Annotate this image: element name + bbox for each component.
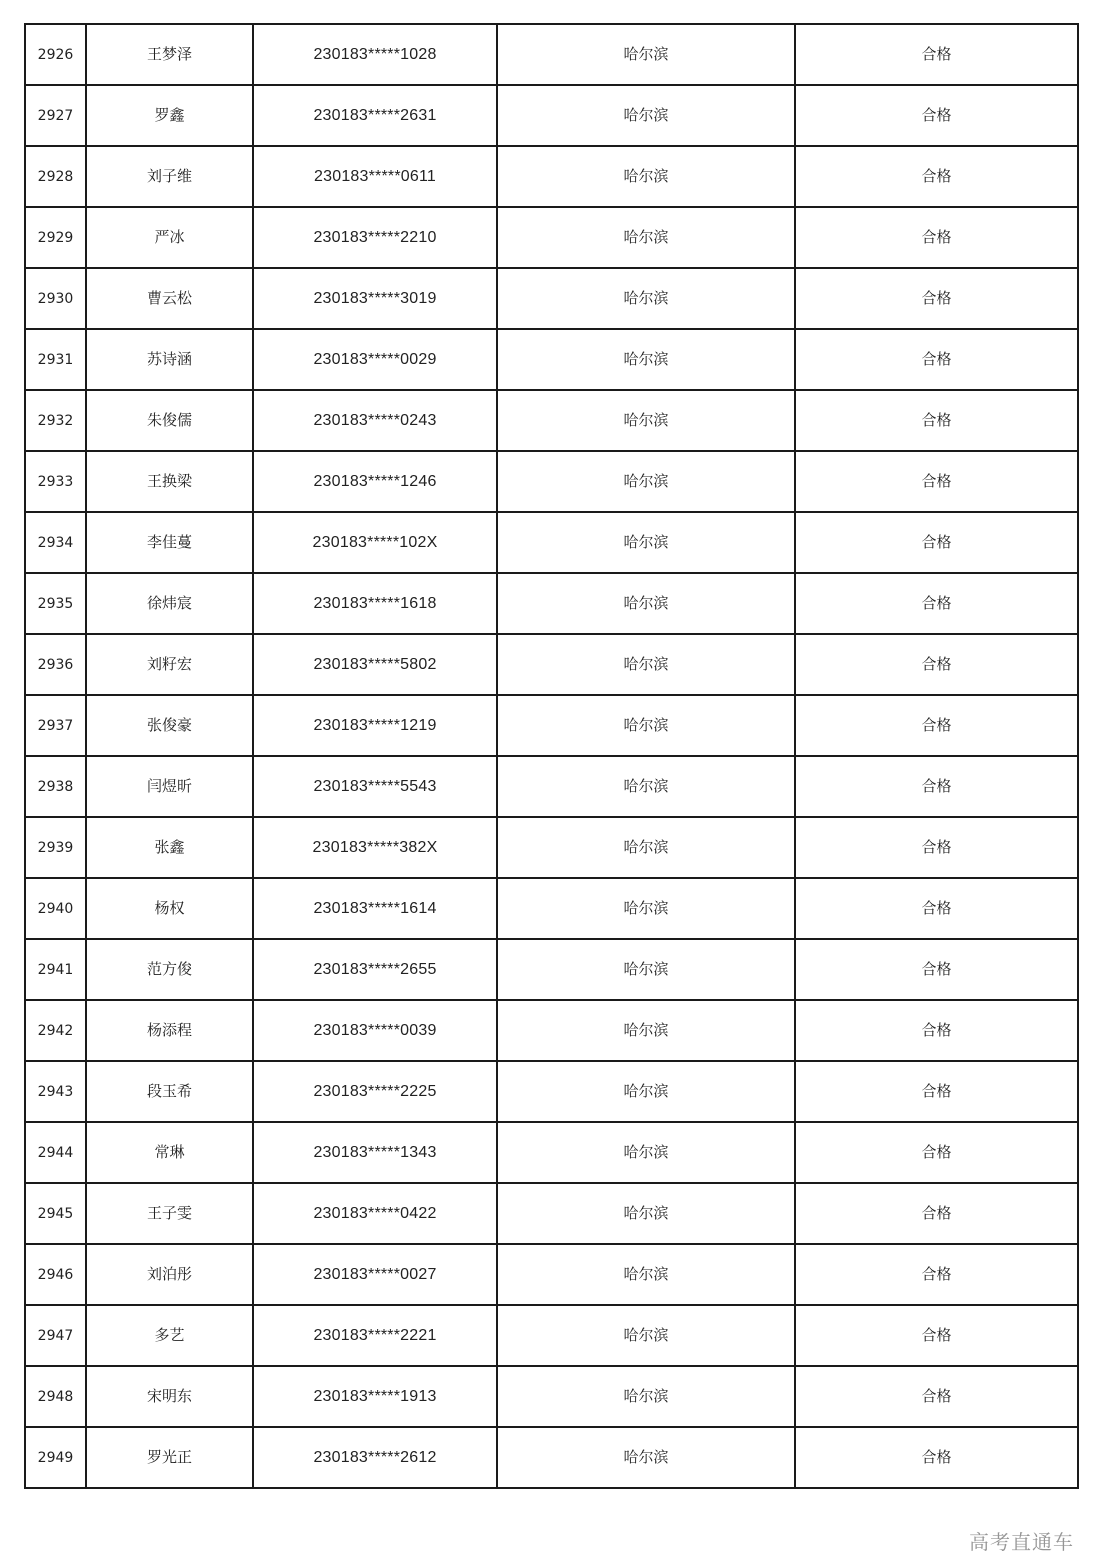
table-row bbox=[25, 1366, 1078, 1427]
serial-number-cell: 2931 bbox=[25, 329, 86, 390]
name-cell: 常琳 bbox=[86, 1122, 253, 1183]
name-cell: 王梦泽 bbox=[86, 24, 253, 85]
table-body bbox=[25, 24, 1078, 1488]
table-row bbox=[25, 390, 1078, 451]
serial-number-cell: 2948 bbox=[25, 1366, 86, 1427]
city-cell: 哈尔滨 bbox=[497, 1427, 795, 1488]
name-cell: 王子雯 bbox=[86, 1183, 253, 1244]
serial-number-cell: 2941 bbox=[25, 939, 86, 1000]
city-cell: 哈尔滨 bbox=[497, 695, 795, 756]
serial-number-cell: 2947 bbox=[25, 1305, 86, 1366]
serial-number-cell: 2928 bbox=[25, 146, 86, 207]
id-number-cell: 230183*****0422 bbox=[253, 1183, 497, 1244]
serial-number-cell: 2926 bbox=[25, 24, 86, 85]
id-number-cell: 230183*****2221 bbox=[253, 1305, 497, 1366]
table-row bbox=[25, 939, 1078, 1000]
table-row bbox=[25, 1183, 1078, 1244]
result-cell: 合格 bbox=[795, 1305, 1078, 1366]
result-cell: 合格 bbox=[795, 512, 1078, 573]
result-cell: 合格 bbox=[795, 390, 1078, 451]
name-cell: 罗光正 bbox=[86, 1427, 253, 1488]
watermark-text: 高考直通车 bbox=[969, 1530, 1074, 1554]
city-cell: 哈尔滨 bbox=[497, 1183, 795, 1244]
id-number-cell: 230183*****1343 bbox=[253, 1122, 497, 1183]
name-cell: 李佳蔓 bbox=[86, 512, 253, 573]
name-cell: 杨权 bbox=[86, 878, 253, 939]
result-cell: 合格 bbox=[795, 939, 1078, 1000]
name-cell: 刘子维 bbox=[86, 146, 253, 207]
serial-number-cell: 2934 bbox=[25, 512, 86, 573]
result-cell: 合格 bbox=[795, 1122, 1078, 1183]
serial-number-cell: 2932 bbox=[25, 390, 86, 451]
result-cell: 合格 bbox=[795, 634, 1078, 695]
serial-number-cell: 2946 bbox=[25, 1244, 86, 1305]
city-cell: 哈尔滨 bbox=[497, 1061, 795, 1122]
id-number-cell: 230183*****0243 bbox=[253, 390, 497, 451]
id-number-cell: 230183*****1219 bbox=[253, 695, 497, 756]
city-cell: 哈尔滨 bbox=[497, 24, 795, 85]
id-number-cell: 230183*****3019 bbox=[253, 268, 497, 329]
id-number-cell: 230183*****0611 bbox=[253, 146, 497, 207]
table-row bbox=[25, 146, 1078, 207]
name-cell: 段玉希 bbox=[86, 1061, 253, 1122]
result-cell: 合格 bbox=[795, 1061, 1078, 1122]
result-cell: 合格 bbox=[795, 85, 1078, 146]
serial-number-cell: 2935 bbox=[25, 573, 86, 634]
table-row bbox=[25, 817, 1078, 878]
id-number-cell: 230183*****1618 bbox=[253, 573, 497, 634]
id-number-cell: 230183*****5802 bbox=[253, 634, 497, 695]
table-row bbox=[25, 634, 1078, 695]
result-cell: 合格 bbox=[795, 573, 1078, 634]
table-row bbox=[25, 1244, 1078, 1305]
serial-number-cell: 2943 bbox=[25, 1061, 86, 1122]
id-number-cell: 230183*****5543 bbox=[253, 756, 497, 817]
result-cell: 合格 bbox=[795, 1183, 1078, 1244]
city-cell: 哈尔滨 bbox=[497, 329, 795, 390]
city-cell: 哈尔滨 bbox=[497, 85, 795, 146]
id-number-cell: 230183*****1614 bbox=[253, 878, 497, 939]
result-cell: 合格 bbox=[795, 1000, 1078, 1061]
city-cell: 哈尔滨 bbox=[497, 207, 795, 268]
name-cell: 张俊豪 bbox=[86, 695, 253, 756]
table-row bbox=[25, 1000, 1078, 1061]
serial-number-cell: 2942 bbox=[25, 1000, 86, 1061]
name-cell: 苏诗涵 bbox=[86, 329, 253, 390]
city-cell: 哈尔滨 bbox=[497, 146, 795, 207]
name-cell: 严冰 bbox=[86, 207, 253, 268]
city-cell: 哈尔滨 bbox=[497, 634, 795, 695]
name-cell: 刘籽宏 bbox=[86, 634, 253, 695]
serial-number-cell: 2940 bbox=[25, 878, 86, 939]
result-cell: 合格 bbox=[795, 817, 1078, 878]
city-cell: 哈尔滨 bbox=[497, 512, 795, 573]
serial-number-cell: 2937 bbox=[25, 695, 86, 756]
city-cell: 哈尔滨 bbox=[497, 1122, 795, 1183]
table-row bbox=[25, 878, 1078, 939]
name-cell: 罗鑫 bbox=[86, 85, 253, 146]
serial-number-cell: 2944 bbox=[25, 1122, 86, 1183]
result-cell: 合格 bbox=[795, 24, 1078, 85]
city-cell: 哈尔滨 bbox=[497, 573, 795, 634]
results-table bbox=[24, 23, 1079, 1489]
result-cell: 合格 bbox=[795, 756, 1078, 817]
city-cell: 哈尔滨 bbox=[497, 268, 795, 329]
name-cell: 范方俊 bbox=[86, 939, 253, 1000]
serial-number-cell: 2927 bbox=[25, 85, 86, 146]
result-cell: 合格 bbox=[795, 1427, 1078, 1488]
name-cell: 王换梁 bbox=[86, 451, 253, 512]
result-cell: 合格 bbox=[795, 207, 1078, 268]
table-row bbox=[25, 1305, 1078, 1366]
id-number-cell: 230183*****2655 bbox=[253, 939, 497, 1000]
table-row bbox=[25, 756, 1078, 817]
name-cell: 曹云松 bbox=[86, 268, 253, 329]
table-row bbox=[25, 512, 1078, 573]
table-row bbox=[25, 24, 1078, 85]
table-row bbox=[25, 268, 1078, 329]
result-cell: 合格 bbox=[795, 451, 1078, 512]
name-cell: 闫煜昕 bbox=[86, 756, 253, 817]
table-row bbox=[25, 695, 1078, 756]
table-row bbox=[25, 1061, 1078, 1122]
name-cell: 徐炜宸 bbox=[86, 573, 253, 634]
id-number-cell: 230183*****1246 bbox=[253, 451, 497, 512]
id-number-cell: 230183*****2210 bbox=[253, 207, 497, 268]
table-row bbox=[25, 207, 1078, 268]
result-cell: 合格 bbox=[795, 1244, 1078, 1305]
city-cell: 哈尔滨 bbox=[497, 1366, 795, 1427]
name-cell: 刘泊彤 bbox=[86, 1244, 253, 1305]
id-number-cell: 230183*****1028 bbox=[253, 24, 497, 85]
city-cell: 哈尔滨 bbox=[497, 1305, 795, 1366]
result-cell: 合格 bbox=[795, 1366, 1078, 1427]
city-cell: 哈尔滨 bbox=[497, 451, 795, 512]
city-cell: 哈尔滨 bbox=[497, 1244, 795, 1305]
serial-number-cell: 2933 bbox=[25, 451, 86, 512]
serial-number-cell: 2939 bbox=[25, 817, 86, 878]
name-cell: 朱俊儒 bbox=[86, 390, 253, 451]
table-row bbox=[25, 573, 1078, 634]
id-number-cell: 230183*****0029 bbox=[253, 329, 497, 390]
city-cell: 哈尔滨 bbox=[497, 756, 795, 817]
result-cell: 合格 bbox=[795, 268, 1078, 329]
id-number-cell: 230183*****0039 bbox=[253, 1000, 497, 1061]
serial-number-cell: 2936 bbox=[25, 634, 86, 695]
serial-number-cell: 2938 bbox=[25, 756, 86, 817]
table-row bbox=[25, 451, 1078, 512]
city-cell: 哈尔滨 bbox=[497, 878, 795, 939]
city-cell: 哈尔滨 bbox=[497, 1000, 795, 1061]
result-cell: 合格 bbox=[795, 329, 1078, 390]
name-cell: 宋明东 bbox=[86, 1366, 253, 1427]
table-row bbox=[25, 85, 1078, 146]
serial-number-cell: 2929 bbox=[25, 207, 86, 268]
id-number-cell: 230183*****2225 bbox=[253, 1061, 497, 1122]
result-cell: 合格 bbox=[795, 695, 1078, 756]
result-cell: 合格 bbox=[795, 146, 1078, 207]
table-row bbox=[25, 1427, 1078, 1488]
id-number-cell: 230183*****102X bbox=[253, 512, 497, 573]
name-cell: 多艺 bbox=[86, 1305, 253, 1366]
serial-number-cell: 2945 bbox=[25, 1183, 86, 1244]
name-cell: 杨添程 bbox=[86, 1000, 253, 1061]
name-cell: 张鑫 bbox=[86, 817, 253, 878]
id-number-cell: 230183*****2631 bbox=[253, 85, 497, 146]
serial-number-cell: 2930 bbox=[25, 268, 86, 329]
table-row bbox=[25, 329, 1078, 390]
result-cell: 合格 bbox=[795, 878, 1078, 939]
city-cell: 哈尔滨 bbox=[497, 390, 795, 451]
id-number-cell: 230183*****2612 bbox=[253, 1427, 497, 1488]
id-number-cell: 230183*****0027 bbox=[253, 1244, 497, 1305]
city-cell: 哈尔滨 bbox=[497, 817, 795, 878]
id-number-cell: 230183*****1913 bbox=[253, 1366, 497, 1427]
id-number-cell: 230183*****382X bbox=[253, 817, 497, 878]
table-row bbox=[25, 1122, 1078, 1183]
serial-number-cell: 2949 bbox=[25, 1427, 86, 1488]
city-cell: 哈尔滨 bbox=[497, 939, 795, 1000]
